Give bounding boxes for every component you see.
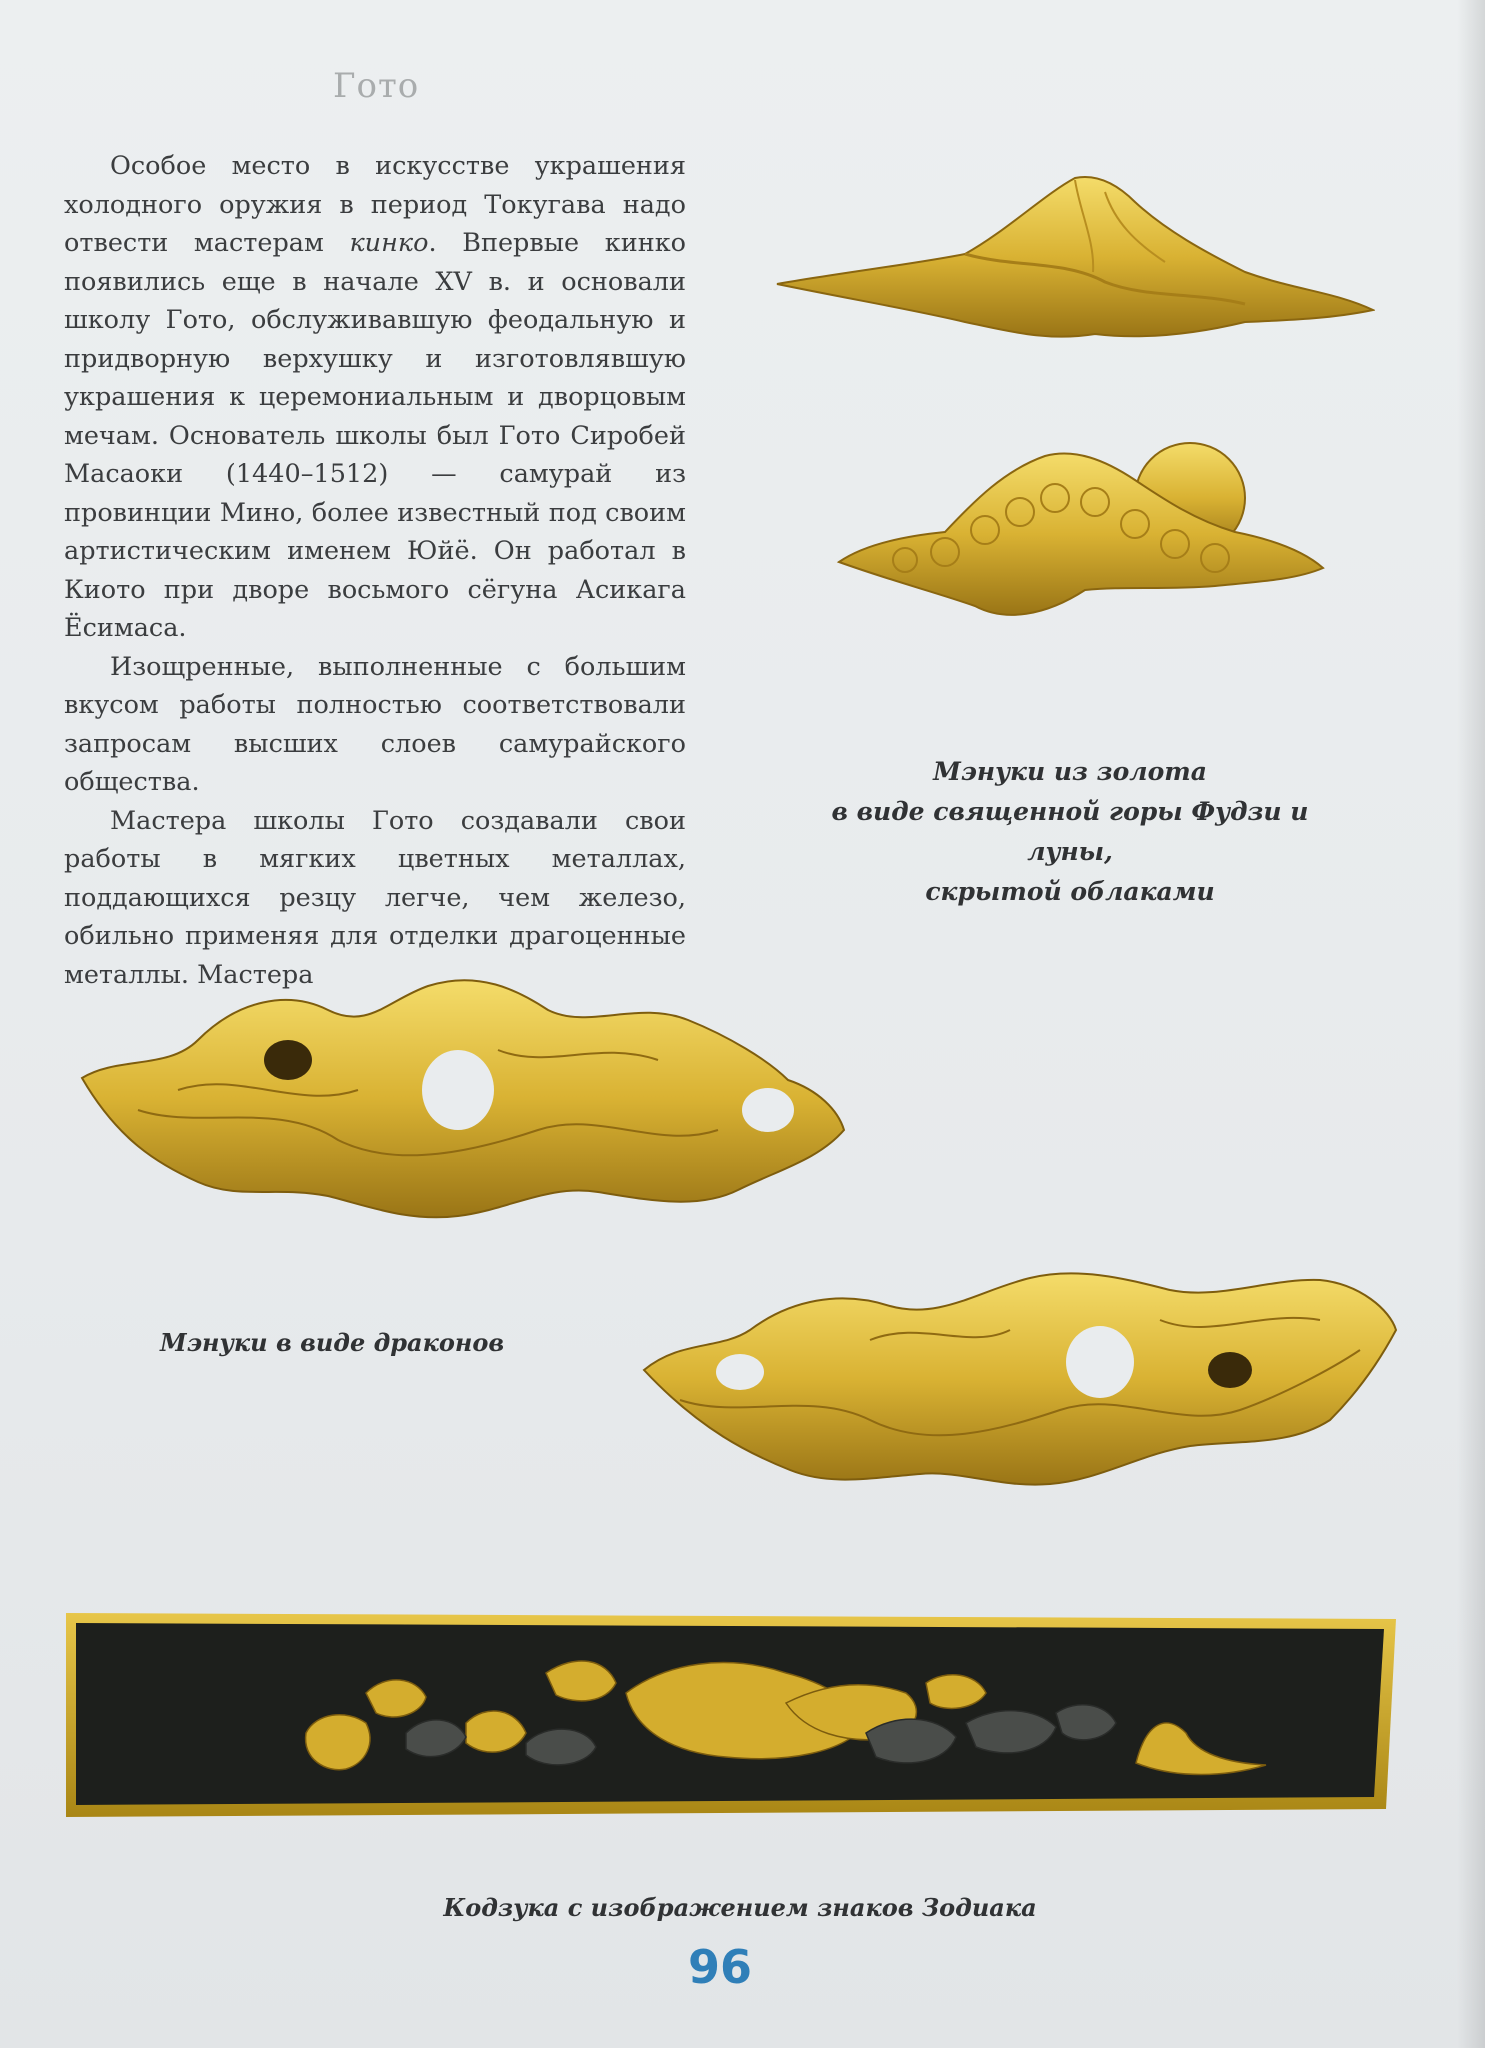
body-text [64,147,686,994]
dragon-menuki-image [78,960,848,1230]
emphasized-term: кинко [349,228,429,258]
paragraph-text: Особое место в искусстве украшения холодного оружия в период Токугава надо отвести мастерам [64,151,686,258]
paragraph [64,147,686,648]
kozuka-image [66,1613,1396,1823]
kozuka-caption: Кодзука с изображением знаков Зодиака [443,1893,1037,1922]
caption-line: в виде священной горы Фудзи и луны, [831,797,1309,866]
fuji-menuki-image [775,172,1375,352]
dragon-menuki-caption: Мэнуки в виде драконов [160,1328,505,1357]
paragraph: Мастера школы Гото создавали свои работы в мягких цветных металлах, поддающихся резцу легче, чем железо, обильно применяя для отделки драгоценные металлы. Мастера [64,805,686,990]
caption-line: Мэнуки из золота [933,757,1207,786]
moon-clouds-menuki-image [835,440,1325,620]
caption-line: скрытой облаками [925,877,1215,906]
page-number: 96 [687,1940,752,1994]
paragraph: Изощренные, выполненные с большим вкусом работы полностью соответствовали запросам высших слоев самурайского общества. [64,651,686,797]
paragraph-text: . Впервые кинко появились еще в начале XV в. и основали школу Гото, обслуживавшую феодальную и придворную верхушку и изготовлявшую украшения к церемониальным и дворцовым мечам. Основатель школы был Гото Сиробей Масаоки (1440–1512) — самурай из провинции Мино, более известный под своим артистическим именем Юйё. Он работал в Киото при дворе восьмого сёгуна Асикага Ёсимаса. [64,228,686,643]
running-head: Гото [333,66,420,106]
fuji-menuki-caption [790,752,1350,912]
dragon-menuki-image [640,1250,1400,1490]
page-edge-shadow [1457,0,1485,2048]
